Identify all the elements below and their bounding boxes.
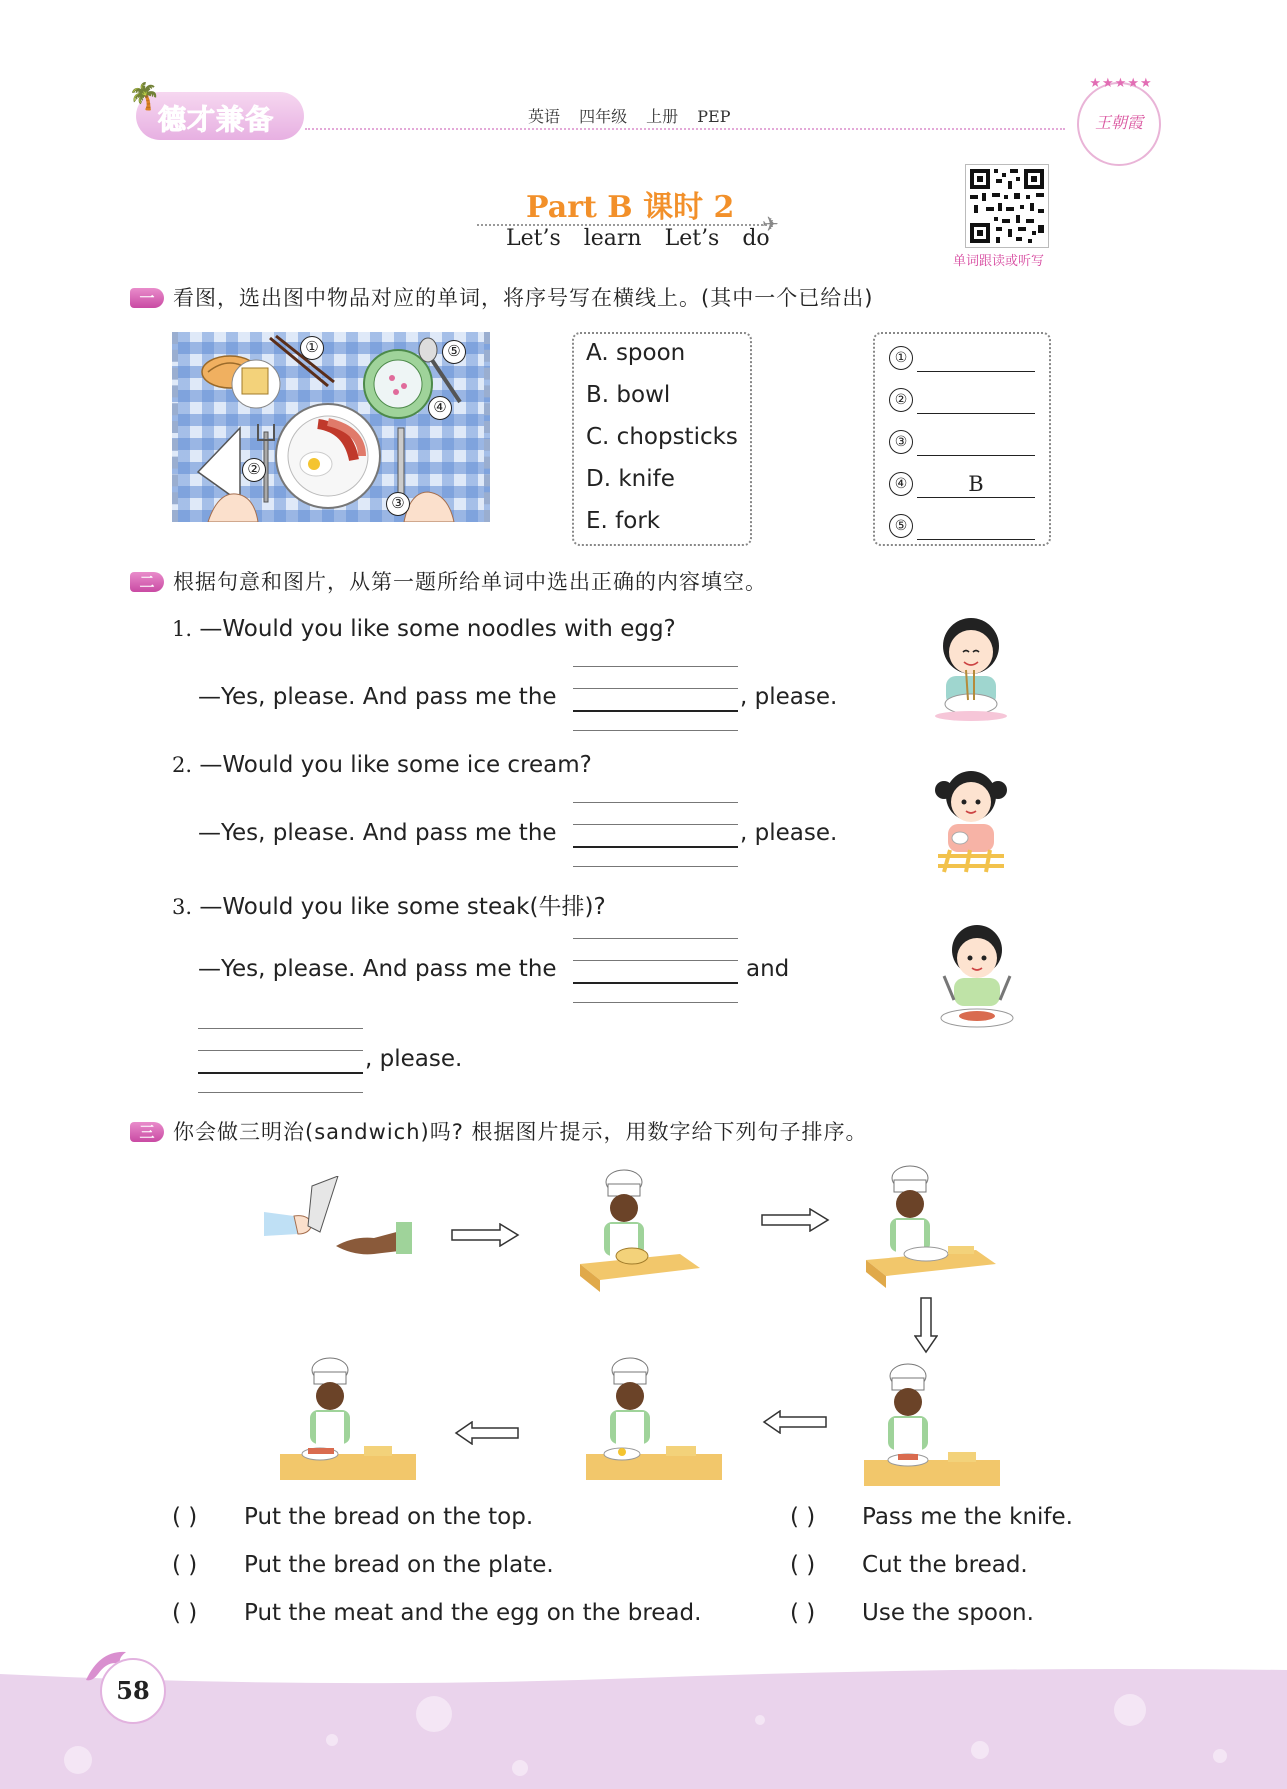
answer-2-suffix: , please. [740, 820, 838, 846]
answer-blank[interactable] [917, 371, 1035, 372]
order-number-blank[interactable]: ( ) [172, 1600, 198, 1626]
chef-putting-meat-and-egg-picture [586, 1356, 722, 1480]
answer-number: ⑤ [889, 514, 913, 538]
palm-tree-icon: 🌴 [128, 82, 161, 112]
answer-blank[interactable] [917, 539, 1035, 540]
word-option: C. chopsticks [586, 424, 738, 450]
answer-row[interactable] [889, 510, 1039, 542]
writing-lines[interactable] [573, 938, 738, 1002]
order-item[interactable] [172, 1600, 701, 1626]
answer-blank[interactable] [917, 455, 1035, 456]
arrow-right-icon [760, 1208, 830, 1232]
section-3-badge: 三 [130, 1122, 164, 1142]
qr-caption: 单词跟读或听写 [953, 254, 1045, 269]
answer-number: ④ [889, 472, 913, 496]
picture-mark-2: ② [242, 458, 266, 482]
logo-text: 德才兼备 [158, 103, 275, 136]
book-subject: 英语 四年级 上册 PEP [528, 107, 731, 126]
question-number: 3. [172, 895, 193, 919]
answer-2-prefix: —Yes, please. And pass me the [198, 820, 557, 846]
seal-stars: ★★★★★ [1089, 76, 1153, 91]
order-item-text: Use the spoon. [862, 1600, 1034, 1626]
arrow-right-icon [450, 1223, 520, 1247]
question-1 [172, 616, 676, 642]
arrow-down-icon [914, 1296, 938, 1354]
writing-lines[interactable] [573, 666, 738, 730]
writing-lines[interactable] [198, 1028, 363, 1092]
chef-cutting-bread-picture [580, 1168, 716, 1292]
answer-blank[interactable] [917, 497, 1035, 498]
passing-knife-picture [264, 1176, 414, 1266]
writing-lines[interactable] [573, 802, 738, 866]
chef-putting-bread-on-top-picture [280, 1356, 416, 1480]
picture-mark-1: ① [300, 336, 324, 360]
order-item[interactable] [790, 1504, 1073, 1530]
answer-1-prefix: —Yes, please. And pass me the [198, 684, 557, 710]
answer-row[interactable] [889, 342, 1039, 374]
answer-1-suffix: , please. [740, 684, 838, 710]
order-item-text: Put the bread on the plate. [244, 1552, 554, 1578]
answer-number: ① [889, 346, 913, 370]
section-1-instruction: 看图，选出图中物品对应的单词，将序号写在横线上。(其中一个已给出) [173, 286, 874, 310]
answer-value: B [968, 472, 984, 496]
question-2 [172, 752, 592, 778]
girl-eating-ice-cream-picture [930, 764, 1012, 874]
page-subtitle: Let’s learn Let’s do [506, 226, 770, 251]
answer-number: ② [889, 388, 913, 412]
section-1-badge: 一 [130, 288, 164, 308]
question-number: 2. [172, 753, 193, 777]
seal-name: 王朝霞 [1094, 113, 1143, 132]
answer-3-prefix: —Yes, please. And pass me the [198, 956, 557, 982]
table-setting-illustration [178, 332, 484, 522]
qr-code[interactable] [965, 164, 1049, 248]
page-title: Part B 课时 2 [526, 190, 735, 225]
order-number-blank[interactable]: ( ) [790, 1552, 816, 1578]
word-option: A. spoon [586, 340, 686, 366]
answer-blank[interactable] [917, 413, 1035, 414]
arrow-left-icon [762, 1410, 828, 1434]
word-option: D. knife [586, 466, 675, 492]
order-number-blank[interactable]: ( ) [790, 1504, 816, 1530]
order-item[interactable] [790, 1552, 1028, 1578]
answer-row[interactable] [889, 468, 1039, 500]
question-number: 1. [172, 617, 193, 641]
order-item-text: Cut the bread. [862, 1552, 1028, 1578]
order-number-blank[interactable]: ( ) [790, 1600, 816, 1626]
boy-eating-steak-picture [936, 920, 1018, 1030]
order-item[interactable] [790, 1600, 1034, 1626]
chef-putting-bread-on-plate-picture [866, 1164, 1002, 1288]
word-bank [572, 332, 752, 546]
picture-mark-4: ④ [428, 396, 452, 420]
footer-decoration [0, 1660, 1287, 1789]
arrow-left-icon [454, 1421, 520, 1445]
order-item[interactable] [172, 1552, 554, 1578]
girl-eating-noodles-picture [930, 612, 1012, 722]
header-divider [305, 128, 1065, 130]
table-setting-picture [172, 332, 490, 522]
answer-box [873, 332, 1051, 546]
question-3 [172, 888, 606, 921]
section-2-instruction: 根据句意和图片，从第一题所给单词中选出正确的内容填空。 [173, 570, 767, 594]
word-option: E. fork [586, 508, 661, 534]
picture-mark-5: ⑤ [442, 340, 466, 364]
section-3-instruction: 你会做三明治(sandwich)吗? 根据图片提示，用数字给下列句子排序。 [173, 1120, 868, 1144]
author-seal [1077, 76, 1161, 166]
order-item-text: Put the meat and the egg on the bread. [244, 1600, 702, 1626]
order-item-text: Pass me the knife. [862, 1504, 1073, 1530]
picture-mark-3: ③ [386, 492, 410, 516]
question-text: —Would you like some steak(牛排)? [199, 894, 606, 920]
question-text: —Would you like some noodles with egg? [199, 616, 676, 642]
answer-3-suffix: , please. [365, 1046, 463, 1072]
order-number-blank[interactable]: ( ) [172, 1552, 198, 1578]
chef-using-spoon-picture [864, 1362, 1000, 1486]
word-option: B. bowl [586, 382, 671, 408]
qr-code-icon [966, 165, 1048, 247]
order-item[interactable] [172, 1504, 533, 1530]
bird-icon: ✈ [762, 212, 779, 236]
order-item-text: Put the bread on the top. [244, 1504, 534, 1530]
answer-row[interactable] [889, 426, 1039, 458]
answer-3-and: and [746, 956, 790, 982]
question-text: —Would you like some ice cream? [199, 752, 592, 778]
section-2-badge: 二 [130, 572, 164, 592]
answer-number: ③ [889, 430, 913, 454]
page-number: 58 [100, 1658, 166, 1724]
brand-logo [128, 82, 308, 146]
order-number-blank[interactable]: ( ) [172, 1504, 198, 1530]
answer-row[interactable] [889, 384, 1039, 416]
